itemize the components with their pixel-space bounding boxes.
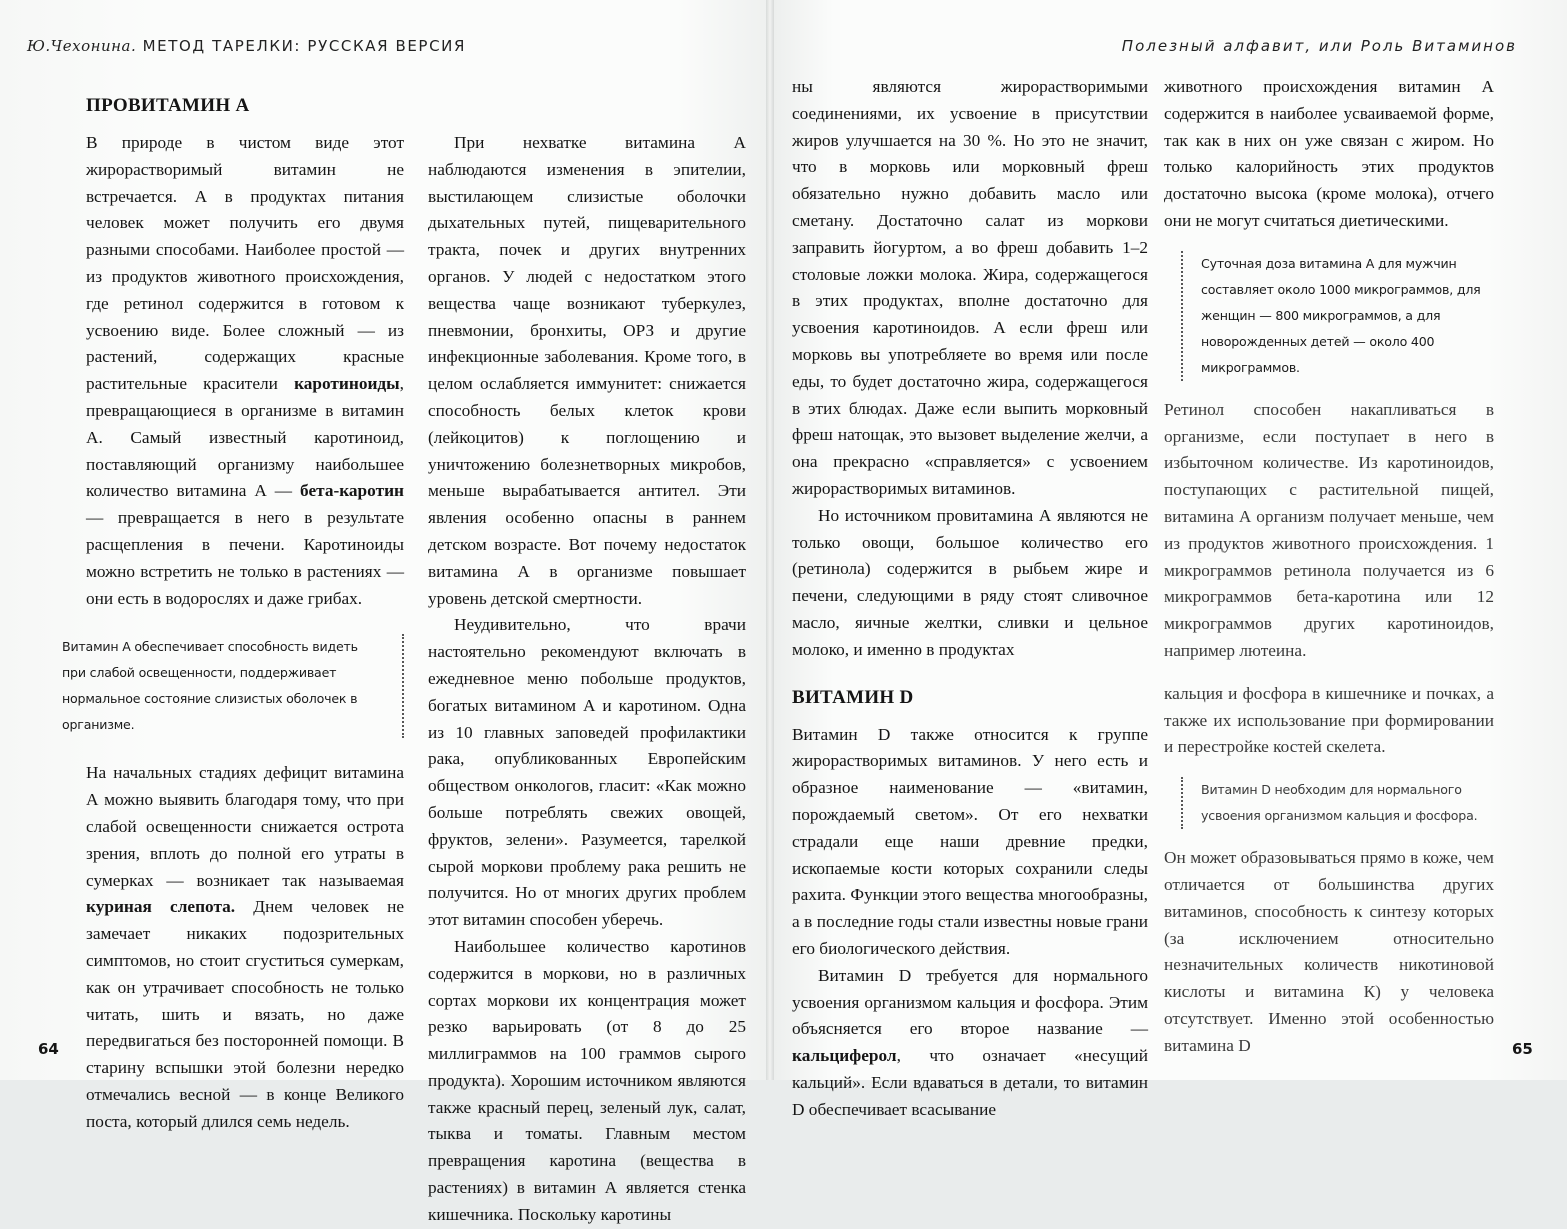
left-col2-text	[428, 130, 746, 1229]
paragraph: При нехватке витамина А наблюдаются изменения в эпителии, выстилающем слизистые оболочки дыхательных путей, пищеварительного тракта, почек и других внутренних органов. У людей с недостатком этого вещества чаще возникают туберкулез, пневмонии, бронхиты, ОРЗ и другие инфекционные заболевания. Кроме того, в целом ослабляется иммунитет: снижается способность белых клеток крови (лейкоцитов) к поглощению и уничтожению болезнетворных микробов, меньше вырабатывается антител. Эти явления особенно опасны в раннем детском возрасте. Вот почему недостаток витамина А в организме повышает уровень детской смертности.	[428, 133, 746, 608]
right-col1-text-top	[792, 74, 1148, 664]
section-heading-vitamin-d: ВИТАМИН D	[792, 686, 914, 708]
sidebar-note-vitamin-d: Витамин D необходим для нормального усвоения организмом кальция и фосфора.	[1181, 777, 1494, 829]
text-run: Витамин D требуется для нормального усвоения организмом кальция и фосфора. Этим объясняется его второе название —	[792, 965, 1148, 1039]
running-head-book-title: МЕТОД ТАРЕЛКИ: РУССКАЯ ВЕРСИЯ	[142, 37, 466, 55]
paragraph: животного происхождения витамин А содержится в наиболее усваиваемой форме, так как в них он уже связан с жиром. Но только калорийность этих продуктов достаточно высока (кроме молока), отчего они не могут считаться диетическими.	[1164, 77, 1494, 230]
right-page-column-1	[792, 74, 1148, 1123]
right-col2-text-retinol	[1164, 397, 1494, 665]
bold-term: каротиноиды	[294, 374, 400, 394]
right-col2-text-skin	[1164, 845, 1494, 1059]
text-run: — превращается в него в результате расщепления в печени. Каротиноиды можно встретить не только в растениях — они есть в водорослях и даже грибах.	[86, 508, 404, 608]
paragraph	[792, 963, 1148, 1124]
right-col2-text-1	[1164, 74, 1494, 235]
sidebar-note-daily-dose: Суточная доза витамина А для мужчин составляет около 1000 микрограммов, для женщин — 800 микрограммов, а для новорожденных детей — около 400 микрограммов.	[1181, 251, 1494, 381]
paragraph	[86, 760, 404, 1135]
book-gutter	[766, 0, 774, 1080]
paragraph: Он может образовываться прямо в коже, чем отличается от большинства других витаминов, способность к синтезу которых (за исключением относительно незначительных количеств никотиновой кислоты и витамина К) у человека отсутствует. Именно этой особенностью витамина D	[1164, 848, 1494, 1055]
bold-term: бета-каротин	[300, 481, 404, 501]
right-page-column-2	[1164, 74, 1494, 1060]
paragraph	[86, 130, 404, 612]
right-running-head: Полезный алфавит, или Роль Витаминов	[1121, 37, 1517, 55]
paragraph: Но источником провитамина А являются не только овощи, большое количество его (ретинола) содержится в рыбьем жире и печени, следующими в ряду стоят сливочное масло, яичные желтки, сливки и цельное молоко, и именно в продуктах	[792, 505, 1148, 659]
bold-term: куриная слепота.	[86, 897, 236, 917]
text-run: , что означает «несущий кальций». Если вдаваться в детали, то витамин D обеспечивает всасывание	[792, 1046, 1148, 1119]
page-number-left: 64	[38, 1040, 59, 1058]
left-col1-text-bottom	[86, 760, 404, 1135]
text-run: , превращающиеся в организме в витамин А. Самый известный каротиноид, поставляющий организму наибольшее количество витамина А —	[86, 374, 404, 501]
text-run: Днем человек не замечает никаких подозрительных симптомов, но стоит сгуститься сумеркам, как он утрачивает способность не только читать, шить и вязать, но даже передвигаться без посторонней помощи. В старину вспышки этой болезни нередко отмечались весной — в конце Великого поста, который длился семь недель.	[86, 897, 404, 1131]
paragraph: ны являются жирорастворимыми соединениями, их усвоение в присутствии жиров улучшается на 30 %. Но это не значит, что в морковь или морковный фреш обязательно нужно добавить масло или сметану. Достаточно салат из моркови заправить йогуртом, а во фреш добавить 1–2 столовые ложки молока. Жира, содержащегося в этих продуктах, вполне достаточно для усвоения каротиноидов. А если фреш или морковь вы употребляете во время или после еды, то будет достаточно жира, содержащегося в этих блюдах. Даже если выпить морковный фреш натощак, это вызовет выделение желчи, а она прекрасно «справляется» с усвоением жирорастворимых витаминов.	[792, 77, 1148, 498]
text-run: На начальных стадиях дефицит витамина А можно выявить благодаря тому, что при слабой освещенности снижается острота зрения, вплоть до полной его утраты в сумерках — возникает так называемая	[86, 763, 404, 890]
paragraph: Наибольшее количество каротинов содержится в моркови, но в различных сортах моркови их концентрация может резко варьировать (от 8 до 25 миллиграммов на 100 граммов сырого продукта). Хорошим источником являются также красный перец, зеленый лук, салат, тыква и томаты. Главным местом превращения каротина (вещества в растениях) в витамин А является стенка кишечника. Поскольку каротины	[428, 936, 746, 1224]
left-page-column-1	[62, 94, 404, 1136]
paragraph: Ретинол способен накапливаться в организме, если поступает в него в избыточном количестве. Из каротиноидов, поступающих с растительной пищей, витамина А организм получает меньше, чем из продуктов животного происхождения. 1 микрограммов ретинола получается из 6 микрограммов бета-каротина или 12 микрограммов других каротиноидов, например лютеина.	[1164, 399, 1494, 660]
bold-term: кальциферол	[792, 1046, 897, 1066]
paragraph: кальция и фосфора в кишечнике и почках, а также их использование при формировании и перестройке костей скелета.	[1164, 683, 1494, 757]
section-heading-provitamin-a: ПРОВИТАМИН А	[86, 95, 250, 116]
running-head-author: Ю.Чехонина.	[27, 37, 137, 55]
text-run: В природе в чистом виде этот жирорастворимый витамин не встречается. А в продуктах питания человек может получить его двумя разными способами. Наиболее простой — из продуктов животного происхождения, где ретинол содержится в готовом к усвоению виде. Более сложный — из растений, содержащих красные растительные красители	[86, 133, 404, 394]
right-col2-text-calcium	[1164, 681, 1494, 761]
page-number-right: 65	[1512, 1040, 1533, 1058]
right-col1-text-bottom	[792, 722, 1148, 1124]
left-col1-text-top	[86, 130, 404, 612]
left-running-head	[27, 37, 466, 55]
sidebar-note-vitamin-a-vision: Витамин А обеспечивает способность видеть при слабой освещенности, поддерживает нормальное состояние слизистых оболочек в организме.	[62, 634, 404, 738]
left-page-column-2	[428, 130, 746, 1229]
paragraph: Витамин D также относится к группе жирорастворимых витаминов. У него есть и образное наименование — «витамин, порождаемый светом». От его нехватки страдали еще наши древние предки, ископаемые кости которых сохранили следы рахита. Функции этого вещества многообразны, а в последние годы стали известны новые грани его биологического действия.	[792, 724, 1148, 958]
paragraph: Неудивительно, что врачи настоятельно рекомендуют включать в ежедневное меню побольше продуктов, богатых витамином А и каротином. Одна из 10 главных заповедей профилактики рака, опубликованных Европейским обществом онкологов, гласит: «Как можно больше потреблять свежих овощей, фруктов, зелени». Разумеется, тарелкой сырой моркови проблему рака решить не получится. Но от многих других проблем этот витамин способен уберечь.	[428, 615, 746, 930]
